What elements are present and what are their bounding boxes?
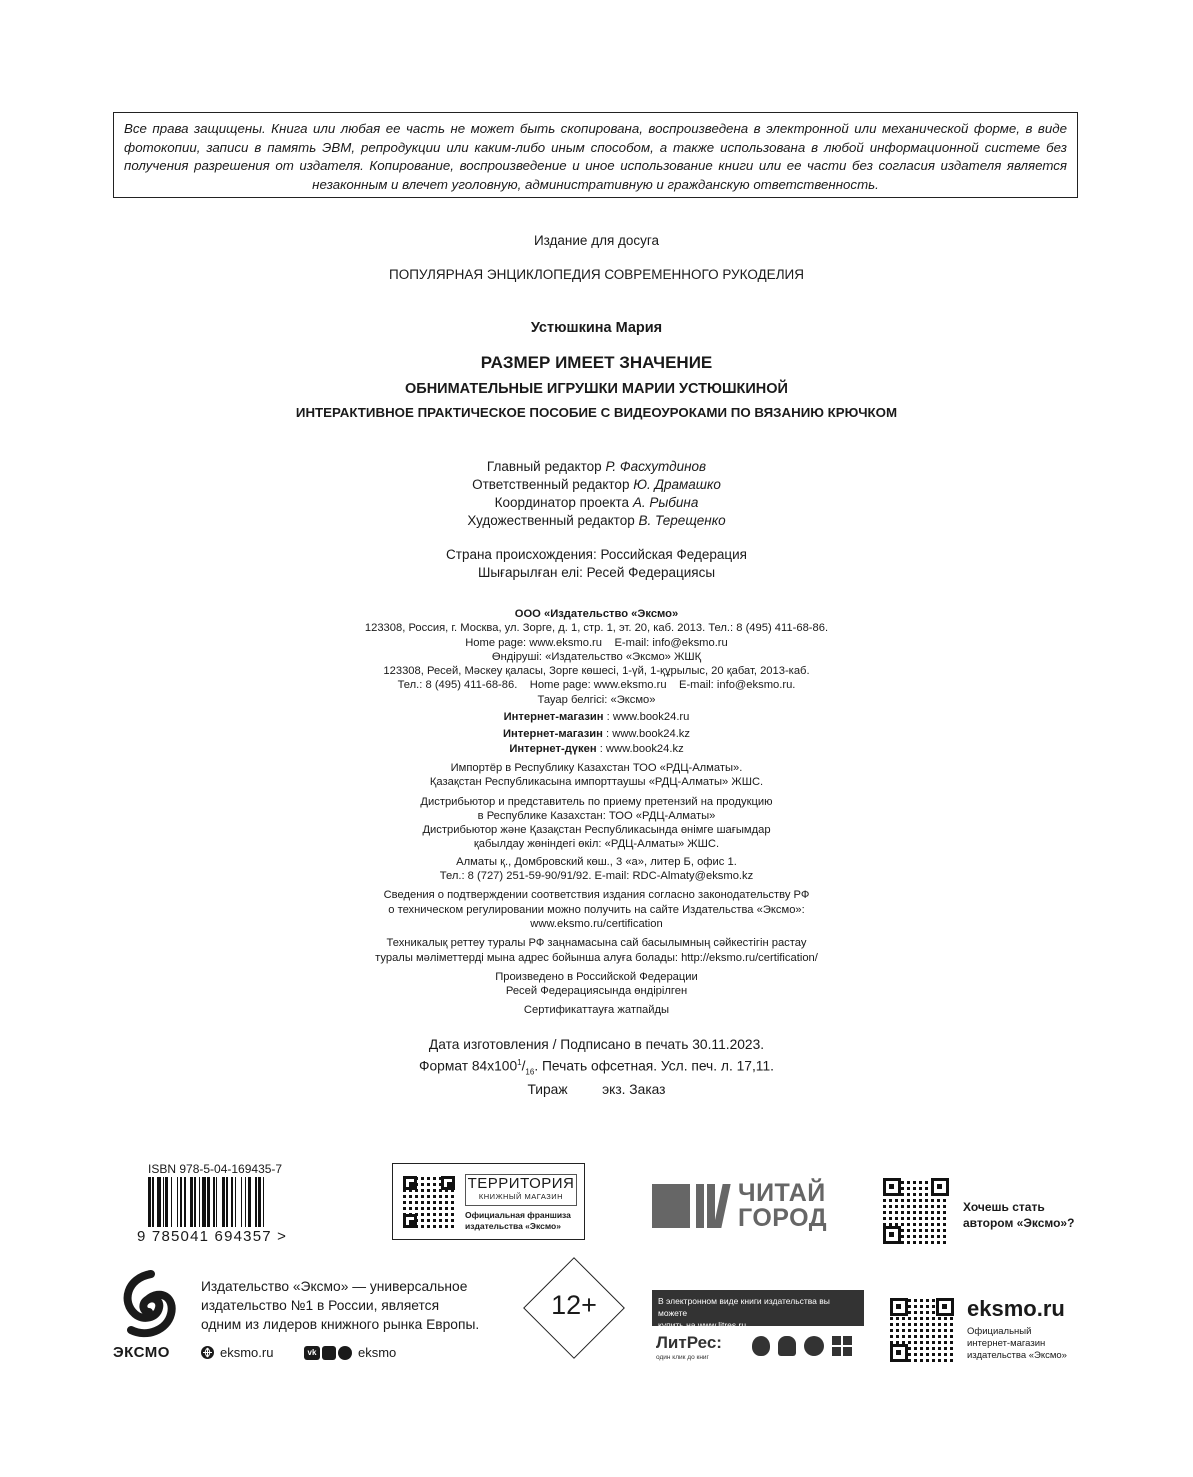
author-name: Устюшкина Мария [530,320,663,336]
importer-ru: Импортёр в Республику Казахстан ТОО «РДЦ-Алматы». [450,761,743,774]
territory-sub: КНИЖНЫЙ МАГАЗИН [478,1192,564,1201]
barcode-bar [241,1177,242,1227]
author-cta-line-1: Хочешь стать [963,1200,1045,1214]
produced-ru: Произведено в Российской Федерации [495,970,698,983]
social-handle: eksmo [358,1345,397,1360]
territory-note-2: издательства «Эксмо» [465,1221,561,1231]
distributor-line: в Республике Казахстан: ТОО «РДЦ-Алматы» [477,809,716,822]
litres-banner-line: купить на www.litres.ru [658,1320,747,1330]
author-cta-line-2: автором «Эксмо»? [963,1216,1075,1230]
shop-line [0,710,1193,724]
shop-label: Интернет-магазин [503,711,604,724]
credit-role: Координатор проекта [494,495,630,510]
about-line: одним из лидеров книжного рынка Европы. [201,1317,480,1332]
about-line: издательство №1 в России, является [201,1298,440,1313]
credit-role: Ответственный редактор [472,477,630,492]
credit-line [0,458,1193,476]
eksmo-shop-line: интернет-магазин [967,1338,1046,1349]
credits [0,458,1193,530]
produced-kz: Ресей Федерациясында өндірілген [505,985,688,998]
credit-line [0,494,1193,512]
barcode-bar [165,1177,168,1227]
distributor-line: Дистрибьютор және Қазақстан Республикасында өнімге шағымдар [422,824,771,837]
isbn-label: ISBN 978-5-04-169435-7 [148,1162,283,1176]
barcode-bar [231,1177,234,1227]
barcode-bar [152,1177,153,1227]
litres-banner [652,1290,864,1330]
chitai-block-icon [652,1184,690,1228]
print-info [0,1036,1193,1099]
publisher-web: Home page: www.eksmo.ru E-mail: info@eksmo.ru [465,636,728,649]
credit-line [0,476,1193,494]
shop-url: : www.book24.ru [603,711,690,724]
format-size: Формат 84x100 [419,1058,518,1074]
origin-kz: Шығарылған елі: Ресей Федерациясы [477,565,716,580]
qr-code-icon [883,1178,949,1244]
format-sub: 16 [525,1067,535,1077]
barcode-bar [148,1177,151,1227]
age-rating-label: 12+ [551,1290,597,1320]
eksmo-shop-line: Официальный [967,1326,1032,1337]
android-icon [778,1336,796,1356]
certification-url: www.eksmo.ru/certification [530,917,663,930]
barcode-bar [222,1177,225,1227]
barcode-bar [226,1177,227,1227]
eksmo-shop-domain[interactable]: eksmo.ru [967,1296,1065,1321]
rights-notice: Все права защищены. Книга или любая ее часть не может быть скопирована, воспроизведена в электронной или механической форме, в виде фотокопии, записи в память ЭВМ, репродукции или каким-либо иным способом, а также использована в любой информационной системе без получения разрешения от издателя. Копирование, воспроизведение и иное использование книги или ее части без согласия издателя является незаконным и влечет уголовную, административную и гражданскую ответственность. [113,112,1078,198]
barcode-bar [199,1177,200,1227]
litres-logo: ЛитРес: [656,1333,722,1352]
qr-code-icon [403,1176,455,1228]
barcode-bar [213,1177,214,1227]
barcode-bar [255,1177,256,1227]
credit-role: Художественный редактор [467,513,635,528]
barcode-bar [194,1177,195,1227]
certification-kz-line: Техникалық реттеу туралы РФ заңнамасына сай басылымның сәйкестігін растау [386,937,807,950]
barcode-bar [216,1177,217,1227]
almaty-contact: Тел.: 8 (727) 251-59-90/91/92. E-mail: RDC-Almaty@eksmo.kz [439,870,754,883]
publisher-kz-address: 123308, Ресей, Мәскеу қаласы, Зорге көшесі, 1-үй, 1-құрылыс, 20 қабат, 2013-каб. [383,665,810,678]
litres-slogan: один клик до книг [656,1354,709,1361]
shop-label: Интернет-магазин [503,728,603,741]
territory-badge [392,1163,585,1240]
certification-kz-line: туралы мәліметтерді мына адрес бойынша алуға болады: http://eksmo.ru/certification/ [375,951,818,964]
globe-icon [201,1346,214,1359]
credit-name: Ю. Драмашко [633,477,721,492]
windows-icon [832,1336,852,1356]
platform-icons [752,1336,852,1356]
telegram-icon[interactable] [338,1346,352,1360]
barcode-bar [177,1177,178,1227]
chitai-text [738,1181,827,1231]
social-links[interactable] [304,1345,396,1360]
chitai-books-icon [696,1184,732,1228]
format-sup: 1 [517,1058,522,1067]
series-title: ПОПУЛЯРНАЯ ЭНЦИКЛОПЕДИЯ СОВРЕМЕННОГО РУКОДЕЛИЯ [389,267,804,282]
distributor-line: қабылдау жөніндегі өкіл: «РДЦ-Алматы» ЖШС. [473,838,720,851]
eksmo-swirl-icon [113,1268,183,1342]
barcode-bar [190,1177,193,1227]
no-certification: Сертификаттауға жатпайды [523,1004,670,1017]
importer-kz: Қазақстан Республикасына импорттаушы «РДЦ-Алматы» ЖШС. [429,776,764,789]
print-run: Тираж экз. Заказ [527,1082,666,1098]
credit-name: Р. Фасхутдинов [605,459,707,474]
windows-phone-icon [804,1336,824,1356]
certification-line: о техническом регулировании можно получить на сайте Издательства «Эксмо»: [388,903,805,916]
author-cta [963,1199,1074,1231]
territory-logo [465,1174,577,1206]
chitai-gorod-logo [652,1181,832,1231]
territory-name: ТЕРРИТОРИЯ [467,1175,575,1192]
publisher-kz-web: Тел.: 8 (495) 411-68-86. Home page: www.eksmo.ru E-mail: info@eksmo.ru. [397,679,796,692]
barcode-bar [202,1177,206,1227]
barcode-bar [171,1177,172,1227]
barcode-bar [248,1177,251,1227]
barcode-digits: 9 785041 694357 > [137,1228,288,1245]
shop-url: : www.book24.kz [602,728,690,741]
barcode-bar [184,1177,185,1227]
origin [0,546,1193,582]
ok-icon[interactable] [322,1346,336,1360]
territory-note [465,1210,571,1232]
publisher-name: ООО «Издательство «Эксмо» [514,608,679,620]
edition-type: Издание для досуга [533,233,660,248]
eksmo-about [201,1277,479,1334]
vk-icon[interactable]: vk [304,1346,320,1360]
shop-label: Интернет-дүкен [509,742,597,755]
age-rating [524,1258,624,1358]
book-subtitle: ОБНИМАТЕЛЬНЫЕ ИГРУШКИ МАРИИ УСТЮШКИНОЙ [405,381,788,397]
print-format: Формат $84x100^1/_{16}$. Печать офсетная. Усл. печ. л. 17,11. [419,1058,774,1077]
chitai-line-2: ГОРОД [738,1204,828,1232]
apple-icon [752,1336,770,1356]
publisher-trademark: Тауар белгісі: «Эксмо» [537,693,656,706]
credit-name: В. Терещенко [638,513,726,528]
qr-code-icon [890,1298,954,1362]
barcode-bar [157,1177,161,1227]
print-date: Дата изготовления / Подписано в печать 30.11.2023. [428,1037,765,1052]
certification-line: Сведения о подтверждении соответствия издания согласно законодательству РФ [383,889,810,902]
almaty-address: Алматы қ., Домбровский көш., 3 «а», литер Б, офис 1. [456,855,737,868]
barcode-bar [263,1177,264,1227]
credit-name: А. Рыбина [632,495,699,510]
shop-url: : www.book24.kz [596,742,684,755]
barcode-bar [245,1177,246,1227]
eksmo-shop-desc [967,1326,1067,1362]
eksmo-logo-text: ЭКСМО [113,1344,170,1361]
shop-line [0,742,1193,756]
distributor-line: Дистрибьютор и представитель по приему претензий на продукцию [420,795,773,808]
barcode [148,1177,296,1227]
eksmo-site-link[interactable] [201,1345,273,1360]
book-title: РАЗМЕР ИМЕЕТ ЗНАЧЕНИЕ [480,353,713,372]
shop-line [0,727,1193,741]
litres-banner-line: В электронном виде книги издательства вы можете [658,1296,830,1318]
publisher-address: 123308, Россия, г. Москва, ул. Зорге, д. 1, стр. 1, эт. 20, каб. 2013. Тел.: 8 (495) 411-68-86. [364,622,829,635]
barcode-bar [180,1177,183,1227]
origin-ru: Страна происхождения: Российская Федерация [446,547,747,562]
eksmo-logo [113,1268,183,1363]
credit-line [0,512,1193,530]
site-url: eksmo.ru [220,1345,274,1360]
barcode-bar [163,1177,164,1227]
barcode-bar [207,1177,210,1227]
barcode-bar [235,1177,236,1227]
publisher-block [0,607,1193,1018]
credit-role: Главный редактор [486,459,602,474]
book-subtitle-2: ИНТЕРАКТИВНОЕ ПРАКТИЧЕСКОЕ ПОСОБИЕ С ВИДЕОУРОКАМИ ПО ВЯЗАНИЮ КРЮЧКОМ [295,405,898,420]
format-details: . Печать офсетная. Усл. печ. л. 17,11. [534,1058,774,1074]
about-line: Издательство «Эксмо» — универсальное [201,1279,468,1294]
barcode-bar [258,1177,261,1227]
territory-note-1: Официальная франшиза [465,1210,571,1220]
publisher-kz-producer: Өндіруші: «Издательство «Эксмо» ЖШҚ [491,650,702,663]
chitai-line-1: ЧИТАЙ [738,1179,826,1207]
eksmo-shop-line: издательства «Эксмо» [967,1350,1067,1361]
